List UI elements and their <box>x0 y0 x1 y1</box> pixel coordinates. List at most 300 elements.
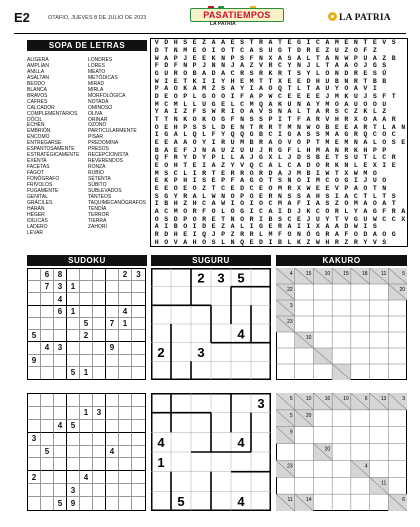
grid-letter: O <box>221 92 226 100</box>
grid-letter: D <box>363 230 368 238</box>
grid-letter: R <box>249 215 254 223</box>
sudoku-cell[interactable] <box>54 433 67 446</box>
sudoku-cell[interactable] <box>93 497 106 510</box>
grid-letter: C <box>353 192 358 200</box>
word-list-item: MIRAD <box>88 80 105 87</box>
sudoku-cell[interactable] <box>132 471 145 484</box>
grid-letter: K <box>306 207 311 215</box>
sudoku-cell[interactable] <box>132 433 145 446</box>
grid-letter: A <box>287 108 292 116</box>
sudoku-cell[interactable] <box>28 407 41 420</box>
grid-letter: T <box>230 46 235 54</box>
grid-letter: U <box>363 215 368 223</box>
grid-letter: H <box>315 77 320 85</box>
grid-letter: O <box>154 123 159 131</box>
sudoku-cell[interactable] <box>106 394 119 407</box>
grid-letter: T <box>259 77 263 85</box>
grid-letter: Z <box>221 223 226 231</box>
grid-letter: H <box>192 200 197 208</box>
sudoku-cell[interactable]: 4 <box>54 293 67 305</box>
grid-letter: L <box>192 92 197 100</box>
grid-letter: A <box>382 200 387 208</box>
sudoku-cell[interactable] <box>119 367 132 379</box>
sudoku-cell[interactable] <box>119 293 132 305</box>
sudoku-cell[interactable] <box>132 458 145 471</box>
grid-letter: F <box>344 230 349 238</box>
word-list-col-2 <box>88 58 148 231</box>
sudoku-cell[interactable]: 4 <box>106 446 119 459</box>
sudoku-cell[interactable] <box>119 420 132 433</box>
grid-letter: S <box>202 123 207 131</box>
sudoku-cell[interactable] <box>93 433 106 446</box>
sudoku-cell[interactable] <box>41 484 54 497</box>
grid-letter: T <box>268 77 273 85</box>
sudoku-cell[interactable] <box>41 433 54 446</box>
grid-letter: D <box>259 238 263 246</box>
sudoku-cell[interactable] <box>119 281 132 293</box>
grid-letter: P <box>259 92 263 100</box>
grid-letter: D <box>344 69 349 77</box>
grid-letter: C <box>287 161 292 169</box>
sudoku-cell[interactable] <box>132 306 145 318</box>
grid-letter <box>389 70 398 78</box>
sudoku-cell[interactable] <box>119 407 132 420</box>
sudoku-cell[interactable] <box>41 394 54 407</box>
sudoku-cell[interactable]: 8 <box>54 269 67 281</box>
logo-title: PASATIEMPOS <box>190 8 284 22</box>
grid-letter: S <box>211 238 216 246</box>
grid-letter: V <box>363 85 368 93</box>
sudoku-cell[interactable] <box>67 293 80 305</box>
grid-letter: R <box>334 238 339 246</box>
sudoku-cell[interactable] <box>28 394 41 407</box>
sudoku-cell[interactable] <box>54 458 67 471</box>
word-list-item: EMBRIÓN <box>27 128 51 135</box>
sudoku-cell[interactable] <box>80 306 93 318</box>
grid-letter: O <box>173 92 178 100</box>
sudoku-cell[interactable] <box>106 497 119 510</box>
sudoku-cell[interactable] <box>54 484 67 497</box>
sudoku-cell[interactable] <box>67 458 80 471</box>
grid-letter: O <box>240 200 245 208</box>
sudoku-cell[interactable] <box>41 420 54 433</box>
sudoku-cell[interactable] <box>67 342 80 354</box>
sudoku-cell[interactable] <box>132 281 145 293</box>
sudoku-cell[interactable] <box>132 355 145 367</box>
grid-letter <box>399 116 408 124</box>
sudoku-cell[interactable] <box>93 484 106 497</box>
grid-letter: I <box>278 115 282 123</box>
sudoku-cell[interactable] <box>67 355 80 367</box>
sudoku-cell[interactable] <box>67 330 80 342</box>
sudoku-cell[interactable] <box>54 318 67 330</box>
sudoku-cell[interactable] <box>132 394 145 407</box>
grid-letter: S <box>334 108 339 116</box>
grid-letter: D <box>344 223 349 231</box>
sudoku-cell[interactable] <box>93 306 106 318</box>
sudoku-cell[interactable] <box>28 420 41 433</box>
grid-letter: S <box>202 177 207 185</box>
grid-letter: Q <box>363 131 368 139</box>
grid-letter <box>399 162 408 170</box>
grid-letter: T <box>372 184 377 192</box>
sudoku-cell[interactable] <box>80 342 93 354</box>
grid-letter: T <box>306 108 311 116</box>
sudoku-cell[interactable]: 5 <box>67 367 80 379</box>
grid-letter: C <box>268 200 273 208</box>
word-list-item: TERROR <box>88 211 110 218</box>
sudoku-cell[interactable] <box>28 484 41 497</box>
grid-letter: E <box>259 184 263 192</box>
word-list-item: ORINAR <box>88 116 108 123</box>
grid-letter: O <box>268 184 273 192</box>
sudoku-cell[interactable] <box>93 293 106 305</box>
sudoku-cell[interactable]: 1 <box>67 281 80 293</box>
grid-letter: O <box>287 230 292 238</box>
grid-letter: M <box>353 200 358 208</box>
sudoku-cell[interactable]: 1 <box>80 367 93 379</box>
sudoku-cell[interactable] <box>93 420 106 433</box>
grid-letter: L <box>344 207 349 215</box>
grid-letter: A <box>249 46 254 54</box>
sudoku-cell[interactable] <box>54 446 67 459</box>
sudoku-cell[interactable]: 9 <box>67 497 80 510</box>
grid-letter: A <box>173 138 178 146</box>
sudoku-cell[interactable] <box>41 407 54 420</box>
grid-letter: D <box>202 223 207 231</box>
grid-letter <box>399 70 408 78</box>
grid-letter: Z <box>249 62 254 70</box>
grid-letter: S <box>278 177 282 185</box>
sudoku-cell[interactable] <box>41 318 54 330</box>
sudoku-cell[interactable] <box>93 471 106 484</box>
sudoku-cell[interactable] <box>119 497 132 510</box>
sudoku-cell[interactable] <box>28 342 41 354</box>
grid-letter: O <box>382 131 387 139</box>
grid-letter: O <box>325 69 330 77</box>
grid-letter: G <box>249 177 254 185</box>
sudoku-cell[interactable]: 5 <box>67 420 80 433</box>
sudoku-cell[interactable] <box>54 394 67 407</box>
suguru-clue: 1 <box>157 454 165 470</box>
grid-letter <box>399 39 408 47</box>
sudoku-cell[interactable] <box>41 293 54 305</box>
grid-letter: T <box>221 215 226 223</box>
grid-letter: Y <box>221 131 226 139</box>
sudoku-cell[interactable] <box>132 330 145 342</box>
sudoku-cell[interactable] <box>41 471 54 484</box>
grid-letter: O <box>353 62 358 70</box>
sudoku-cell[interactable] <box>132 446 145 459</box>
sudoku-cell[interactable] <box>93 458 106 471</box>
grid-letter: L <box>211 123 216 131</box>
sudoku-cell[interactable] <box>119 471 132 484</box>
grid-letter: R <box>192 207 197 215</box>
grid-letter: J <box>363 62 368 70</box>
sudoku-cell[interactable] <box>106 484 119 497</box>
grid-letter: O <box>315 161 320 169</box>
sudoku-cell[interactable]: 1 <box>80 407 93 420</box>
sudoku-cell[interactable]: 1 <box>67 306 80 318</box>
sudoku-cell[interactable] <box>132 497 145 510</box>
sudoku-cell[interactable] <box>106 407 119 420</box>
grid-letter: B <box>325 123 330 131</box>
sudoku-cell[interactable] <box>67 471 80 484</box>
sudoku-cell[interactable] <box>54 407 67 420</box>
sudoku-cell[interactable] <box>132 484 145 497</box>
sudoku-cell[interactable]: 4 <box>54 420 67 433</box>
sudoku-cell[interactable] <box>28 458 41 471</box>
grid-letter: K <box>363 108 368 116</box>
sudoku-cell[interactable] <box>67 407 80 420</box>
sudoku-cell[interactable]: 2 <box>28 471 41 484</box>
word-list-item: ENCOMO <box>27 134 50 141</box>
sudoku-cell[interactable] <box>41 458 54 471</box>
sudoku-cell[interactable]: 5 <box>80 318 93 330</box>
grid-letter: I <box>268 238 273 246</box>
grid-letter: I <box>192 169 197 177</box>
sudoku-cell[interactable] <box>54 355 67 367</box>
grid-letter: E <box>164 123 169 131</box>
grid-letter: T <box>183 161 188 169</box>
sudoku-cell[interactable] <box>106 293 119 305</box>
word-list-item: BRAVOS <box>27 92 48 99</box>
sudoku-cell[interactable] <box>93 367 106 379</box>
sudoku-cell[interactable] <box>93 394 106 407</box>
sudoku-cell[interactable] <box>80 420 93 433</box>
grid-letter: U <box>353 154 358 162</box>
grid-letter: U <box>363 54 368 62</box>
grid-letter: E <box>164 138 169 146</box>
grid-letter: J <box>363 92 368 100</box>
sudoku-cell[interactable] <box>132 293 145 305</box>
sudoku-cell[interactable] <box>28 269 41 281</box>
sudoku-cell[interactable] <box>132 367 145 379</box>
grid-letter: S <box>240 39 245 47</box>
grid-letter: H <box>183 177 188 185</box>
sudoku-cell[interactable] <box>119 330 132 342</box>
sudoku-cell[interactable]: 6 <box>41 269 54 281</box>
grid-letter: E <box>391 161 396 169</box>
grid-letter: V <box>259 108 263 116</box>
sudoku-cell[interactable] <box>119 458 132 471</box>
sudoku-cell[interactable]: 3 <box>93 407 106 420</box>
sudoku-cell[interactable] <box>41 306 54 318</box>
sudoku-cell[interactable] <box>67 394 80 407</box>
sudoku-cell[interactable] <box>132 318 145 330</box>
sudoku-cell[interactable] <box>28 293 41 305</box>
sudoku-cell[interactable]: 4 <box>80 471 93 484</box>
grid-letter: Y <box>154 108 159 116</box>
sudoku-cell[interactable] <box>93 342 106 354</box>
page-number: E2 <box>14 10 30 25</box>
sudoku-cell[interactable]: 2 <box>119 269 132 281</box>
sudoku-cell[interactable] <box>93 269 106 281</box>
suguru-clue: 3 <box>197 345 205 360</box>
grid-letter: T <box>164 46 169 54</box>
sudoku-cell[interactable]: 4 <box>41 342 54 354</box>
sudoku-cell[interactable]: 2 <box>80 330 93 342</box>
sudoku-cell[interactable]: 5 <box>54 497 67 510</box>
sudoku-cell[interactable] <box>80 433 93 446</box>
grid-letter: N <box>344 161 349 169</box>
sudoku-cell[interactable] <box>93 446 106 459</box>
sudoku-cell[interactable] <box>80 394 93 407</box>
sudoku-cell[interactable] <box>93 355 106 367</box>
sudoku-cell[interactable] <box>106 269 119 281</box>
grid-letter: J <box>287 154 292 162</box>
grid-letter: X <box>278 77 282 85</box>
grid-letter: Z <box>183 108 188 116</box>
grid-letter: D <box>211 69 216 77</box>
sudoku-cell[interactable]: 3 <box>28 433 41 446</box>
sudoku-cell[interactable] <box>80 293 93 305</box>
grid-letter: E <box>154 184 159 192</box>
grid-letter: R <box>221 138 226 146</box>
sudoku-cell[interactable]: 6 <box>54 306 67 318</box>
sudoku-cell[interactable] <box>28 446 41 459</box>
grid-letter: A <box>221 69 226 77</box>
word-list-item: RUBIO <box>88 170 104 177</box>
sudoku-cell[interactable] <box>54 471 67 484</box>
sudoku-cell[interactable] <box>28 281 41 293</box>
sudoku-cell[interactable]: 5 <box>28 330 41 342</box>
grid-letter: A <box>372 115 377 123</box>
sudoku-cell[interactable]: 5 <box>41 446 54 459</box>
sudoku-cell[interactable] <box>132 342 145 354</box>
grid-letter: R <box>278 223 282 231</box>
sudoku-cell[interactable] <box>80 269 93 281</box>
grid-letter: K <box>344 92 349 100</box>
sudoku-cell[interactable] <box>106 367 119 379</box>
sudoku-cell[interactable] <box>41 497 54 510</box>
sudoku-cell[interactable]: 3 <box>67 484 80 497</box>
grid-letter: O <box>344 85 349 93</box>
word-list-item: HÉGER <box>27 211 45 218</box>
sudoku-cell[interactable]: 3 <box>132 269 145 281</box>
sudoku-cell[interactable]: 1 <box>119 318 132 330</box>
header-rule <box>14 33 406 34</box>
grid-letter: E <box>192 46 197 54</box>
sudoku-cell[interactable] <box>28 306 41 318</box>
sudoku-cell[interactable] <box>106 458 119 471</box>
sudoku-cell[interactable] <box>119 342 132 354</box>
grid-letter: A <box>202 69 207 77</box>
sudoku-cell[interactable] <box>119 394 132 407</box>
sudoku-cell[interactable] <box>132 407 145 420</box>
grid-letter: C <box>287 215 292 223</box>
sudoku-cell[interactable] <box>106 330 119 342</box>
sudoku-cell[interactable] <box>119 484 132 497</box>
grid-letter: V <box>259 62 263 70</box>
sudoku-cell[interactable] <box>132 420 145 433</box>
sudoku-cell[interactable] <box>80 484 93 497</box>
sudoku-cell[interactable] <box>93 281 106 293</box>
sudoku-cell[interactable] <box>67 446 80 459</box>
sudoku-cell[interactable] <box>106 281 119 293</box>
grid-letter: K <box>164 177 169 185</box>
sudoku-cell[interactable]: 3 <box>54 342 67 354</box>
sudoku-cell[interactable] <box>80 458 93 471</box>
sudoku-cell[interactable]: 3 <box>54 281 67 293</box>
grid-letter <box>399 146 408 154</box>
grid-letter: I <box>259 215 263 223</box>
grid-letter: R <box>315 115 320 123</box>
grid-letter <box>399 62 408 70</box>
grid-letter: R <box>353 77 358 85</box>
word-list-item: HARÁN <box>27 205 45 212</box>
word-list-item: CAFRES <box>27 98 48 105</box>
sudoku-cell[interactable] <box>28 367 41 379</box>
grid-letter: R <box>391 154 396 162</box>
grid-letter: A <box>296 161 301 169</box>
sudoku-cell[interactable] <box>67 433 80 446</box>
grid-letter: E <box>306 92 311 100</box>
sudoku-cell[interactable] <box>67 318 80 330</box>
word-list-item: LONDRES <box>88 57 113 63</box>
sudoku-cell[interactable] <box>106 471 119 484</box>
word-list-item: FONÓGRAFO <box>27 176 60 183</box>
sudoku-cell[interactable] <box>106 306 119 318</box>
grid-letter: S <box>391 138 396 146</box>
grid-letter: A <box>344 100 349 108</box>
sudoku-cell[interactable] <box>80 497 93 510</box>
sudoku-cell[interactable] <box>67 269 80 281</box>
sudoku-cell[interactable]: 9 <box>106 342 119 354</box>
sudoku-cell[interactable]: 4 <box>119 306 132 318</box>
sudoku-cell[interactable] <box>41 330 54 342</box>
grid-letter: O <box>268 85 273 93</box>
sudoku-cell[interactable] <box>28 497 41 510</box>
sudoku-cell[interactable] <box>106 355 119 367</box>
sudoku-cell[interactable] <box>119 355 132 367</box>
sudoku-cell[interactable] <box>80 281 93 293</box>
sudoku-cell[interactable] <box>93 330 106 342</box>
sudoku-cell[interactable]: 9 <box>28 355 41 367</box>
grid-letter: U <box>315 215 320 223</box>
grid-letter: F <box>363 46 368 54</box>
grid-letter: R <box>259 39 263 47</box>
grid-letter: R <box>306 46 311 54</box>
word-list-item: SÚBITO <box>88 182 107 189</box>
sudoku-cell[interactable] <box>41 355 54 367</box>
grid-letter: T <box>287 69 292 77</box>
grid-letter: K <box>192 77 197 85</box>
sudoku-cell[interactable] <box>54 367 67 379</box>
grid-letter: M <box>315 146 320 154</box>
sudoku-cell[interactable] <box>80 446 93 459</box>
grid-letter: J <box>325 92 330 100</box>
sudoku-cell[interactable]: 7 <box>106 318 119 330</box>
sudoku-cell[interactable] <box>106 420 119 433</box>
sudoku-cell[interactable] <box>41 367 54 379</box>
grid-letter: N <box>382 184 387 192</box>
sudoku-cell[interactable] <box>119 446 132 459</box>
sudoku-cell[interactable] <box>119 433 132 446</box>
grid-letter <box>389 62 398 70</box>
sudoku-cell[interactable] <box>93 318 106 330</box>
kakuro-clue: 15 <box>305 271 312 277</box>
sudoku-cell[interactable]: 7 <box>41 281 54 293</box>
sudoku-cell[interactable] <box>54 330 67 342</box>
word-list-item: AMPLIAN <box>27 62 49 69</box>
sudoku-cell[interactable] <box>106 433 119 446</box>
grid-letter: A <box>401 207 406 215</box>
sudoku-cell[interactable] <box>28 318 41 330</box>
grid-letter: M <box>202 85 207 93</box>
grid-letter: L <box>202 192 207 200</box>
sudoku-cell[interactable] <box>80 355 93 367</box>
